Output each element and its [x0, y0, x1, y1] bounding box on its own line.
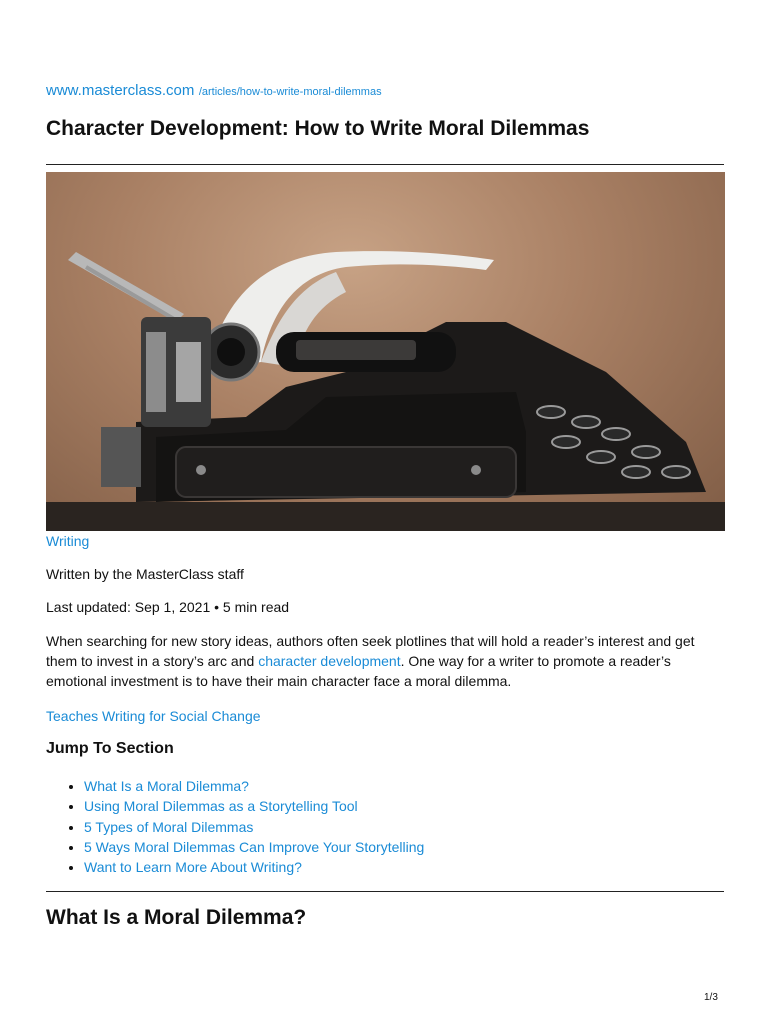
article-title: Character Development: How to Write Moral Dilemmas: [46, 117, 590, 140]
url-host-link[interactable]: www.masterclass.com: [46, 82, 195, 99]
toc-link-learn-more[interactable]: Want to Learn More About Writing?: [84, 859, 302, 876]
typewriter-illustration: [46, 172, 725, 531]
author-line: Written by the MasterClass staff: [46, 566, 244, 582]
hero-image-typewriter: [46, 172, 725, 531]
list-item: [84, 776, 424, 796]
section-list: [46, 776, 424, 877]
toc-link-storytelling-tool[interactable]: Using Moral Dilemmas as a Storytelling Tool: [84, 798, 358, 815]
toc-link-types[interactable]: 5 Types of Moral Dilemmas: [84, 818, 254, 835]
list-item: [84, 857, 424, 877]
section-heading: What Is a Moral Dilemma?: [46, 906, 307, 929]
section-divider: [46, 891, 724, 892]
jump-to-section-heading: Jump To Section: [46, 740, 174, 757]
list-item: [84, 837, 424, 857]
title-divider: [46, 164, 724, 165]
category-link[interactable]: Writing: [46, 533, 90, 549]
intro-text-part2: . One way for a writer to promote a reader’s emotional investment is to have their main character face a moral dilemma.: [46, 653, 671, 689]
updated-line: Last updated: Sep 1, 2021 • 5 min read: [46, 599, 290, 615]
list-item: [84, 817, 424, 837]
intro-paragraph: [46, 631, 726, 691]
teaches-link[interactable]: Teaches Writing for Social Change: [46, 708, 261, 724]
intro-text-part1: When searching for new story ideas, authors often seek plotlines that will hold a reader’s interest and get them to invest in a story’s arc and: [46, 633, 695, 669]
source-url[interactable]: [46, 82, 382, 100]
character-development-link[interactable]: character development: [258, 653, 401, 669]
list-item: [84, 796, 424, 816]
toc-link-improve[interactable]: 5 Ways Moral Dilemmas Can Improve Your Storytelling: [84, 838, 425, 855]
page-number: 1/3: [704, 992, 718, 1003]
toc-link-what-is[interactable]: What Is a Moral Dilemma?: [84, 778, 249, 794]
url-path-link[interactable]: /articles/how-to-write-moral-dilemmas: [198, 86, 382, 98]
